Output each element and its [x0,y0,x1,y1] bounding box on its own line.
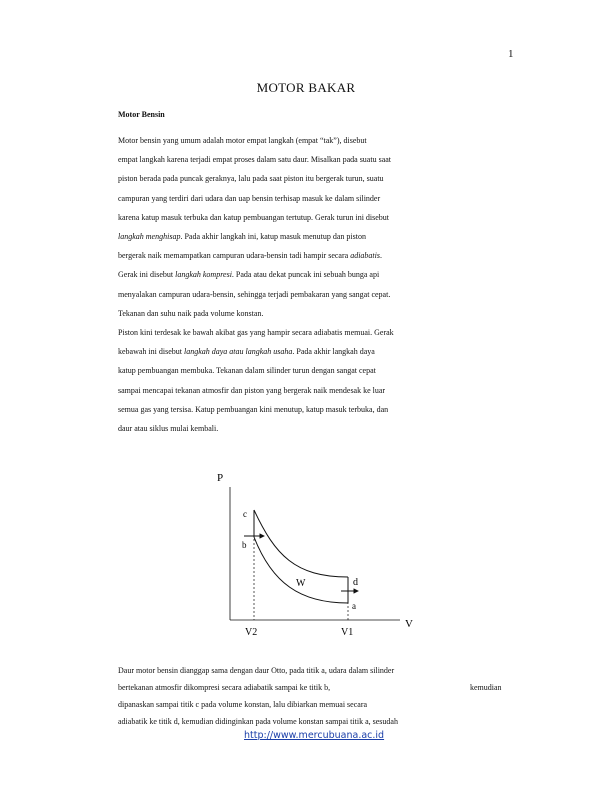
adiabatic-expansion-curve [254,510,348,577]
paragraph-line: Tekanan dan suhu naik pada volume konstan. [118,308,264,318]
v2-label: V2 [245,627,258,638]
paragraph-line: Gerak ini disebut langkah kompresi. Pada atau dekat puncak ini sebuah bunga api [118,270,380,280]
paragraph-line: daur atau siklus mulai kembali. [118,424,219,433]
paragraph-line: Piston kini terdesak ke bawah akibat gas yang hampir secara adiabatis memuai. Gerak [118,328,394,337]
paragraph-line: menyalakan campuran udara-bensin, sehingga terjadi pembakaran yang sangat cepat. [118,289,391,299]
footer-line: dipanaskan sampai titik c pada volume konstan, lalu dibiarkan memuai secara [118,700,368,709]
section-subtitle: Motor Bensin [118,110,165,119]
paragraph-line: campuran yang terdiri dari udara dan uap bensin terhisap masuk ke dalam silinder [118,193,381,203]
point-b-label: b [242,540,247,550]
footer-side-word: kemudian [470,683,502,692]
paragraph-line: langkah menghisap. Pada akhir langkah ini, katup masuk menutup dan piston [118,232,366,241]
v-axis-label: V [405,618,413,630]
page-number: 1 [508,48,514,60]
footer-line: bertekanan atmosfir dikompresi secara adiabatik sampai ke titik b, [118,683,331,692]
work-label: W [296,578,306,589]
footer-line: Daur motor bensin dianggap sama dengan daur Otto, pada titik a, udara dalam silinder [118,666,395,675]
paragraph-line: piston berada pada puncak geraknya, lalu pada saat piston itu bergerak turun, suatu [118,174,384,184]
footer-url-link[interactable]: http://www.mercubuana.ac.id [244,730,385,741]
v1-label: V1 [341,627,354,638]
paragraph-line: sampai mencapai tekanan atmosfir dan piston yang bergerak naik mendesak ke luar [118,385,386,395]
page-title: MOTOR BAKAR [256,80,356,95]
paragraph-line: semua gas yang tersisa. Katup pembuangan kini menutup, katup masuk terbuka, dan [118,404,389,414]
paragraph-line: katup pembuangan membuka. Tekanan dalam silinder turun dengan sangat cepat [118,366,376,376]
paragraph-line: bergerak naik memampatkan campuran udara-bensin tadi hampir secara adiabatis. [118,251,382,261]
point-d-label: d [353,577,358,588]
otto-cycle-pv-diagram [200,465,430,645]
point-a-label: a [352,601,356,611]
paragraph-line: kebawah ini disebut langkah daya atau langkah usaha. Pada akhir langkah daya [118,347,375,357]
p-axis-label: P [217,472,224,484]
footer-line: adiabatik ke titik d, kemudian didinginkan pada volume konstan sampai titik a, sesudah [118,717,398,726]
paragraph-line: karena katup masuk terbuka dan katup pembuangan tertutup. Gerak turun ini disebut [118,212,390,222]
adiabatic-compression-curve [254,537,348,603]
paragraph-line: empat langkah karena terjadi empat proses dalam satu daur. Misalkan pada suatu saat [118,155,392,165]
point-c-label: c [243,509,247,519]
paragraph-line: Motor bensin yang umum adalah motor empat langkah (empat “tak”), disebut [118,136,367,145]
